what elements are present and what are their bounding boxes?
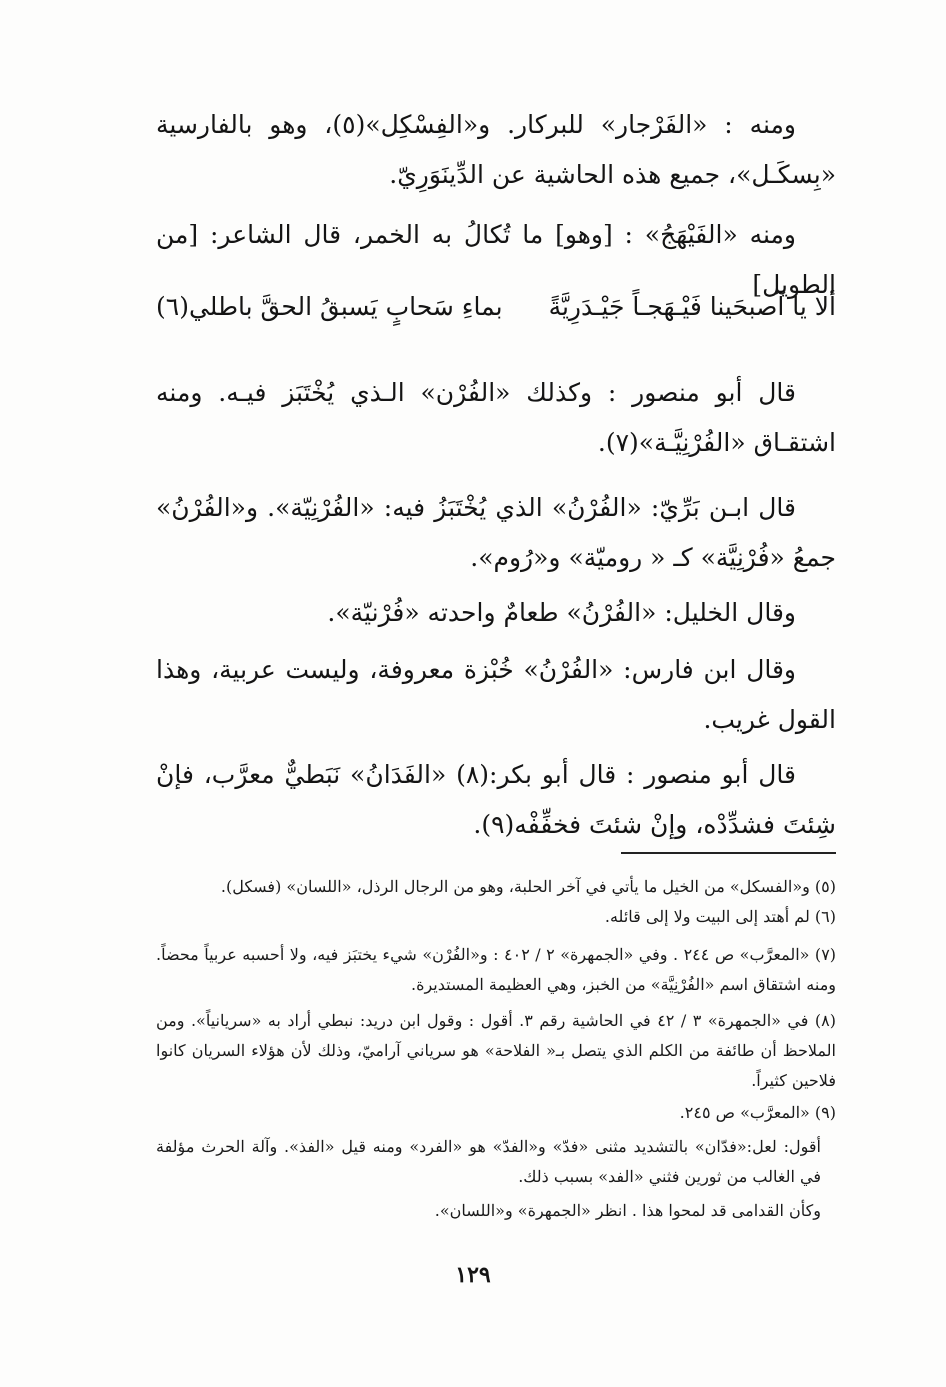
paragraph-khalil: وقال الخليل: «الفُرْنُ» طعامٌ واحدته «فُرْنيّة». bbox=[327, 598, 796, 627]
footnote-6: (٦) لم أهتد إلى البيت ولا إلى قائله. bbox=[604, 907, 836, 926]
footnote-divider bbox=[621, 852, 836, 854]
verse-second-hemistich: بماءِ سَحابٍ يَسبقُ الحقَّ باطلي(٦) bbox=[156, 292, 503, 321]
page-number: ١٢٩ bbox=[455, 1262, 491, 1288]
paragraph-fayhaj: ومنه «الفَيْهَجُ» : [وهو] ما تُكالُ به الخمر، قال الشاعر: [من الطويل] bbox=[156, 220, 836, 299]
paragraph-faddan: قال أبو منصور : قال أبو بكر:(٨) «الفَدَانُ» نَبَطيٌّ معرَّب، فإنْ شِئتَ فشدِّدْه، وإنْ شئتَ فخفِّفْه(٩). bbox=[156, 760, 836, 839]
paragraph-ibn-faris: وقال ابن فارس: «الفُرْنُ» خُبْزة معروفة، وليست عربية، وهذا القول غريب. bbox=[156, 655, 836, 734]
footnote-9-note-end: وكأن القدامى قد لمحوا هذا . انظر «الجمهرة» و«اللسان». bbox=[434, 1201, 821, 1220]
footnote-9: (٩) «المعرَّب» ص ٢٤٥. bbox=[679, 1103, 836, 1122]
footnote-5: (٥) و«الفسكل» من الخيل ما يأتي في آخر الحلبة، وهو من الرجال الرذل، «اللسان» (فسكل). bbox=[220, 877, 836, 896]
paragraph-ibn-barri: قال ابـن بَرِّيّ: «الفُرْنُ» الذي يُخْتَبَزُ فيه: «الفُرْنِيّة». و«الفُرْنُ» جمعُ «فُرْنِيَّة» كـ « روميّة» و«رُوم». bbox=[156, 493, 836, 572]
footnote-8: (٨) في «الجمهرة» ٣ / ٤٢ في الحاشية رقم ٣. أقول : وقول ابن دريد: نبطي أراد به «سريانياً». ومن الملاحظ أن طائفة من الكلم الذي يتصل بـ« الفلاحة» هو سرياني آراميّ، وذلك لأن هؤلاء السريان كانوا فلاحين كثيراً. bbox=[156, 1011, 837, 1090]
footnote-9-note: أقول: لعل:«فدّان» بالتشديد مثنى «فدّ» و«الفدّ» هو «الفرد» ومنه قيل «الفذ». وآلة الحرث مؤلفة في الغالب من ثورين فثني «الفد» بسبب ذلك. bbox=[156, 1137, 821, 1186]
paragraph-furn: قال أبو منصور : وكذلك «الفُرْن» الـذي يُخْتَبَز فيـه. ومنه اشتقـاق «الفُرْنِيَّـة»(٧). bbox=[156, 378, 836, 457]
poem-verse bbox=[156, 292, 836, 321]
verse-first-hemistich: ألا يا آصبحَينا فَيْـهَجـاً جَيْـدَرِيَّةً bbox=[548, 292, 836, 321]
paragraph-farjar: ومنه : «الفَرْجار» للبركار. و«الفِسْكِل»(٥)، وهو بالفارسية «بِسكَـل»، جميع هذه الحاشية عن الدِّينَوَرِيّ. bbox=[156, 110, 836, 189]
footnote-7: (٧) «المعرَّب» ص ٢٤٤ . وفي «الجمهرة» ٢ / ٤٠٢ : و«الفُرْن» شيء يختبَز فيه، ولا أحسبه عربياً محضاً. ومنه اشتقاق اسم «الفُرْنِيَّة» من الخبز، وهي العظيمة المستديرة. bbox=[156, 945, 837, 994]
